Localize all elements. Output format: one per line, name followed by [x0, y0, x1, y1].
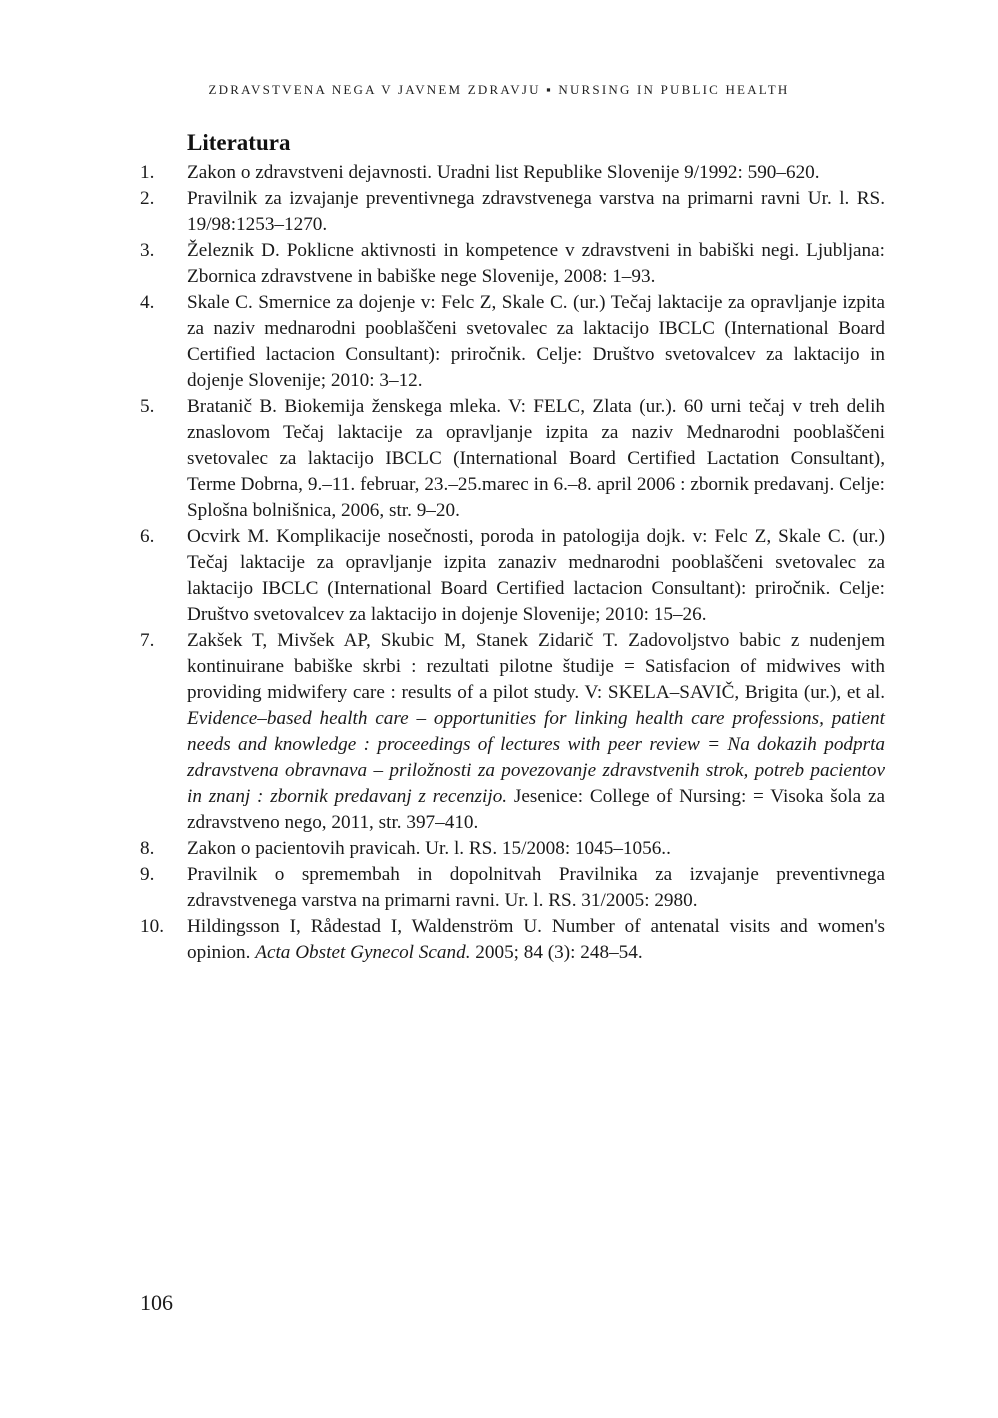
reference-item	[140, 836, 885, 862]
reference-number: 3.	[140, 240, 155, 261]
reference-title-italic: Evidence–based health care – opportunities for linking health care professions, patient needs and knowledge : proceedings of lectures with peer review = Na dokazih podprta zdravstvena obravnava – priložnosti za povezovanje zdravstvenih strok, potreb pacientov in znanj : zbornik predavanj z recenzijo.	[187, 708, 885, 807]
reference-number: 6.	[140, 526, 155, 547]
reference-number: 5.	[140, 396, 155, 417]
reference-number: 2.	[140, 188, 155, 209]
reference-number: 7.	[140, 630, 155, 651]
reference-item	[140, 862, 885, 914]
reference-text	[187, 838, 671, 859]
reference-segment: Bratanič B. Biokemija ženskega mleka. V: FELC, Zlata (ur.). 60 urni tečaj v treh delih znaslovom Tečaj laktacije za opravljanje izpita za naziv Mednarodni pooblaščeni svetovalec za laktacijo IBCLC (International Board Certified Lactation Consultant), Terme Dobrna, 9.–11. februar, 23.–25.marec in 6.–8. april 2006 : zbornik predavanj. Celje: Splošna bolnišnica, 2006, str. 9–20.	[187, 396, 885, 521]
reference-item	[140, 238, 885, 290]
reference-segment: 2005; 84 (3): 248–54.	[470, 942, 643, 963]
reference-item	[140, 394, 885, 524]
reference-text	[187, 864, 885, 911]
reference-number: 9.	[140, 864, 155, 885]
reference-item	[140, 160, 885, 186]
reference-segment: Jesenice: College of Nursing: = Visoka šola za zdravstveno nego, 2011, str. 397–410.	[187, 786, 885, 833]
reference-text	[187, 292, 885, 391]
reference-list	[140, 160, 885, 966]
reference-item	[140, 914, 885, 966]
reference-number: 1.	[140, 162, 155, 183]
reference-text	[187, 526, 885, 625]
reference-segment: Pravilnik za izvajanje preventivnega zdravstvenega varstva na primarni ravni Ur. l. RS. 19/98:1253–1270.	[187, 188, 885, 235]
reference-text	[187, 396, 885, 521]
reference-item	[140, 524, 885, 628]
section-title: Literatura	[187, 130, 291, 155]
reference-text	[187, 188, 885, 235]
reference-segment: Ocvirk M. Komplikacije nosečnosti, poroda in patologija dojk. v: Felc Z, Skale C. (ur.) Tečaj laktacije za opravljanje izpita zanaziv mednarodni pooblaščeni svetovalec za laktacijo IBCLC (International Board Certified lactacion Consultant): priročnik. Celje: Društvo svetovalcev za laktacijo in dojenje Slovenije; 2010: 15–26.	[187, 526, 885, 625]
reference-number: 8.	[140, 838, 155, 859]
reference-title-italic: Acta Obstet Gynecol Scand.	[255, 942, 471, 963]
reference-text	[187, 630, 885, 833]
reference-segment: Zakon o pacientovih pravicah. Ur. l. RS. 15/2008: 1045–1056..	[187, 838, 671, 859]
reference-segment: Zakšek T, Mivšek AP, Skubic M, Stanek Zidarič T. Zadovoljstvo babic z nudenjem kontinuirane babiške skrbi : rezultati pilotne študije = Satisfacion of midwives with providing midwifery care : results of a pilot study. V: SKELA–SAVIČ, Brigita (ur.), et al.	[187, 630, 885, 703]
reference-item	[140, 186, 885, 238]
reference-segment: Pravilnik o spremembah in dopolnitvah Pravilnika za izvajanje preventivnega zdravstvenega varstva na primarni ravni. Ur. l. RS. 31/2005: 2980.	[187, 864, 885, 911]
reference-number: 4.	[140, 292, 155, 313]
reference-text	[187, 916, 885, 963]
reference-segment: Zakon o zdravstveni dejavnosti. Uradni list Republike Slovenije 9/1992: 590–620.	[187, 162, 820, 183]
reference-segment: Hildingsson I, Rådestad I, Waldenström U. Number of antenatal visits and women's opinion.	[187, 916, 885, 963]
reference-number: 10.	[140, 916, 164, 937]
reference-segment: Skale C. Smernice za dojenje v: Felc Z, Skale C. (ur.) Tečaj laktacije za opravljanje izpita za naziv mednarodni pooblaščeni svetovalec za laktacijo IBCLC (International Board Certified lactacion Consultant): priročnik. Celje: Društvo svetovalcev za laktacijo in dojenje Slovenije; 2010: 3–12.	[187, 292, 885, 391]
running-header: ZDRAVSTVENA NEGA V JAVNEM ZDRAVJU ▪ NURSING IN PUBLIC HEALTH	[208, 82, 790, 97]
reference-text	[187, 240, 885, 287]
reference-text	[187, 162, 820, 183]
page-number: 106	[140, 1290, 173, 1315]
reference-item	[140, 628, 885, 836]
reference-segment: Železnik D. Poklicne aktivnosti in kompetence v zdravstveni in babiški negi. Ljubljana: Zbornica zdravstvene in babiške nege Slovenije, 2008: 1–93.	[187, 240, 885, 287]
reference-item	[140, 290, 885, 394]
